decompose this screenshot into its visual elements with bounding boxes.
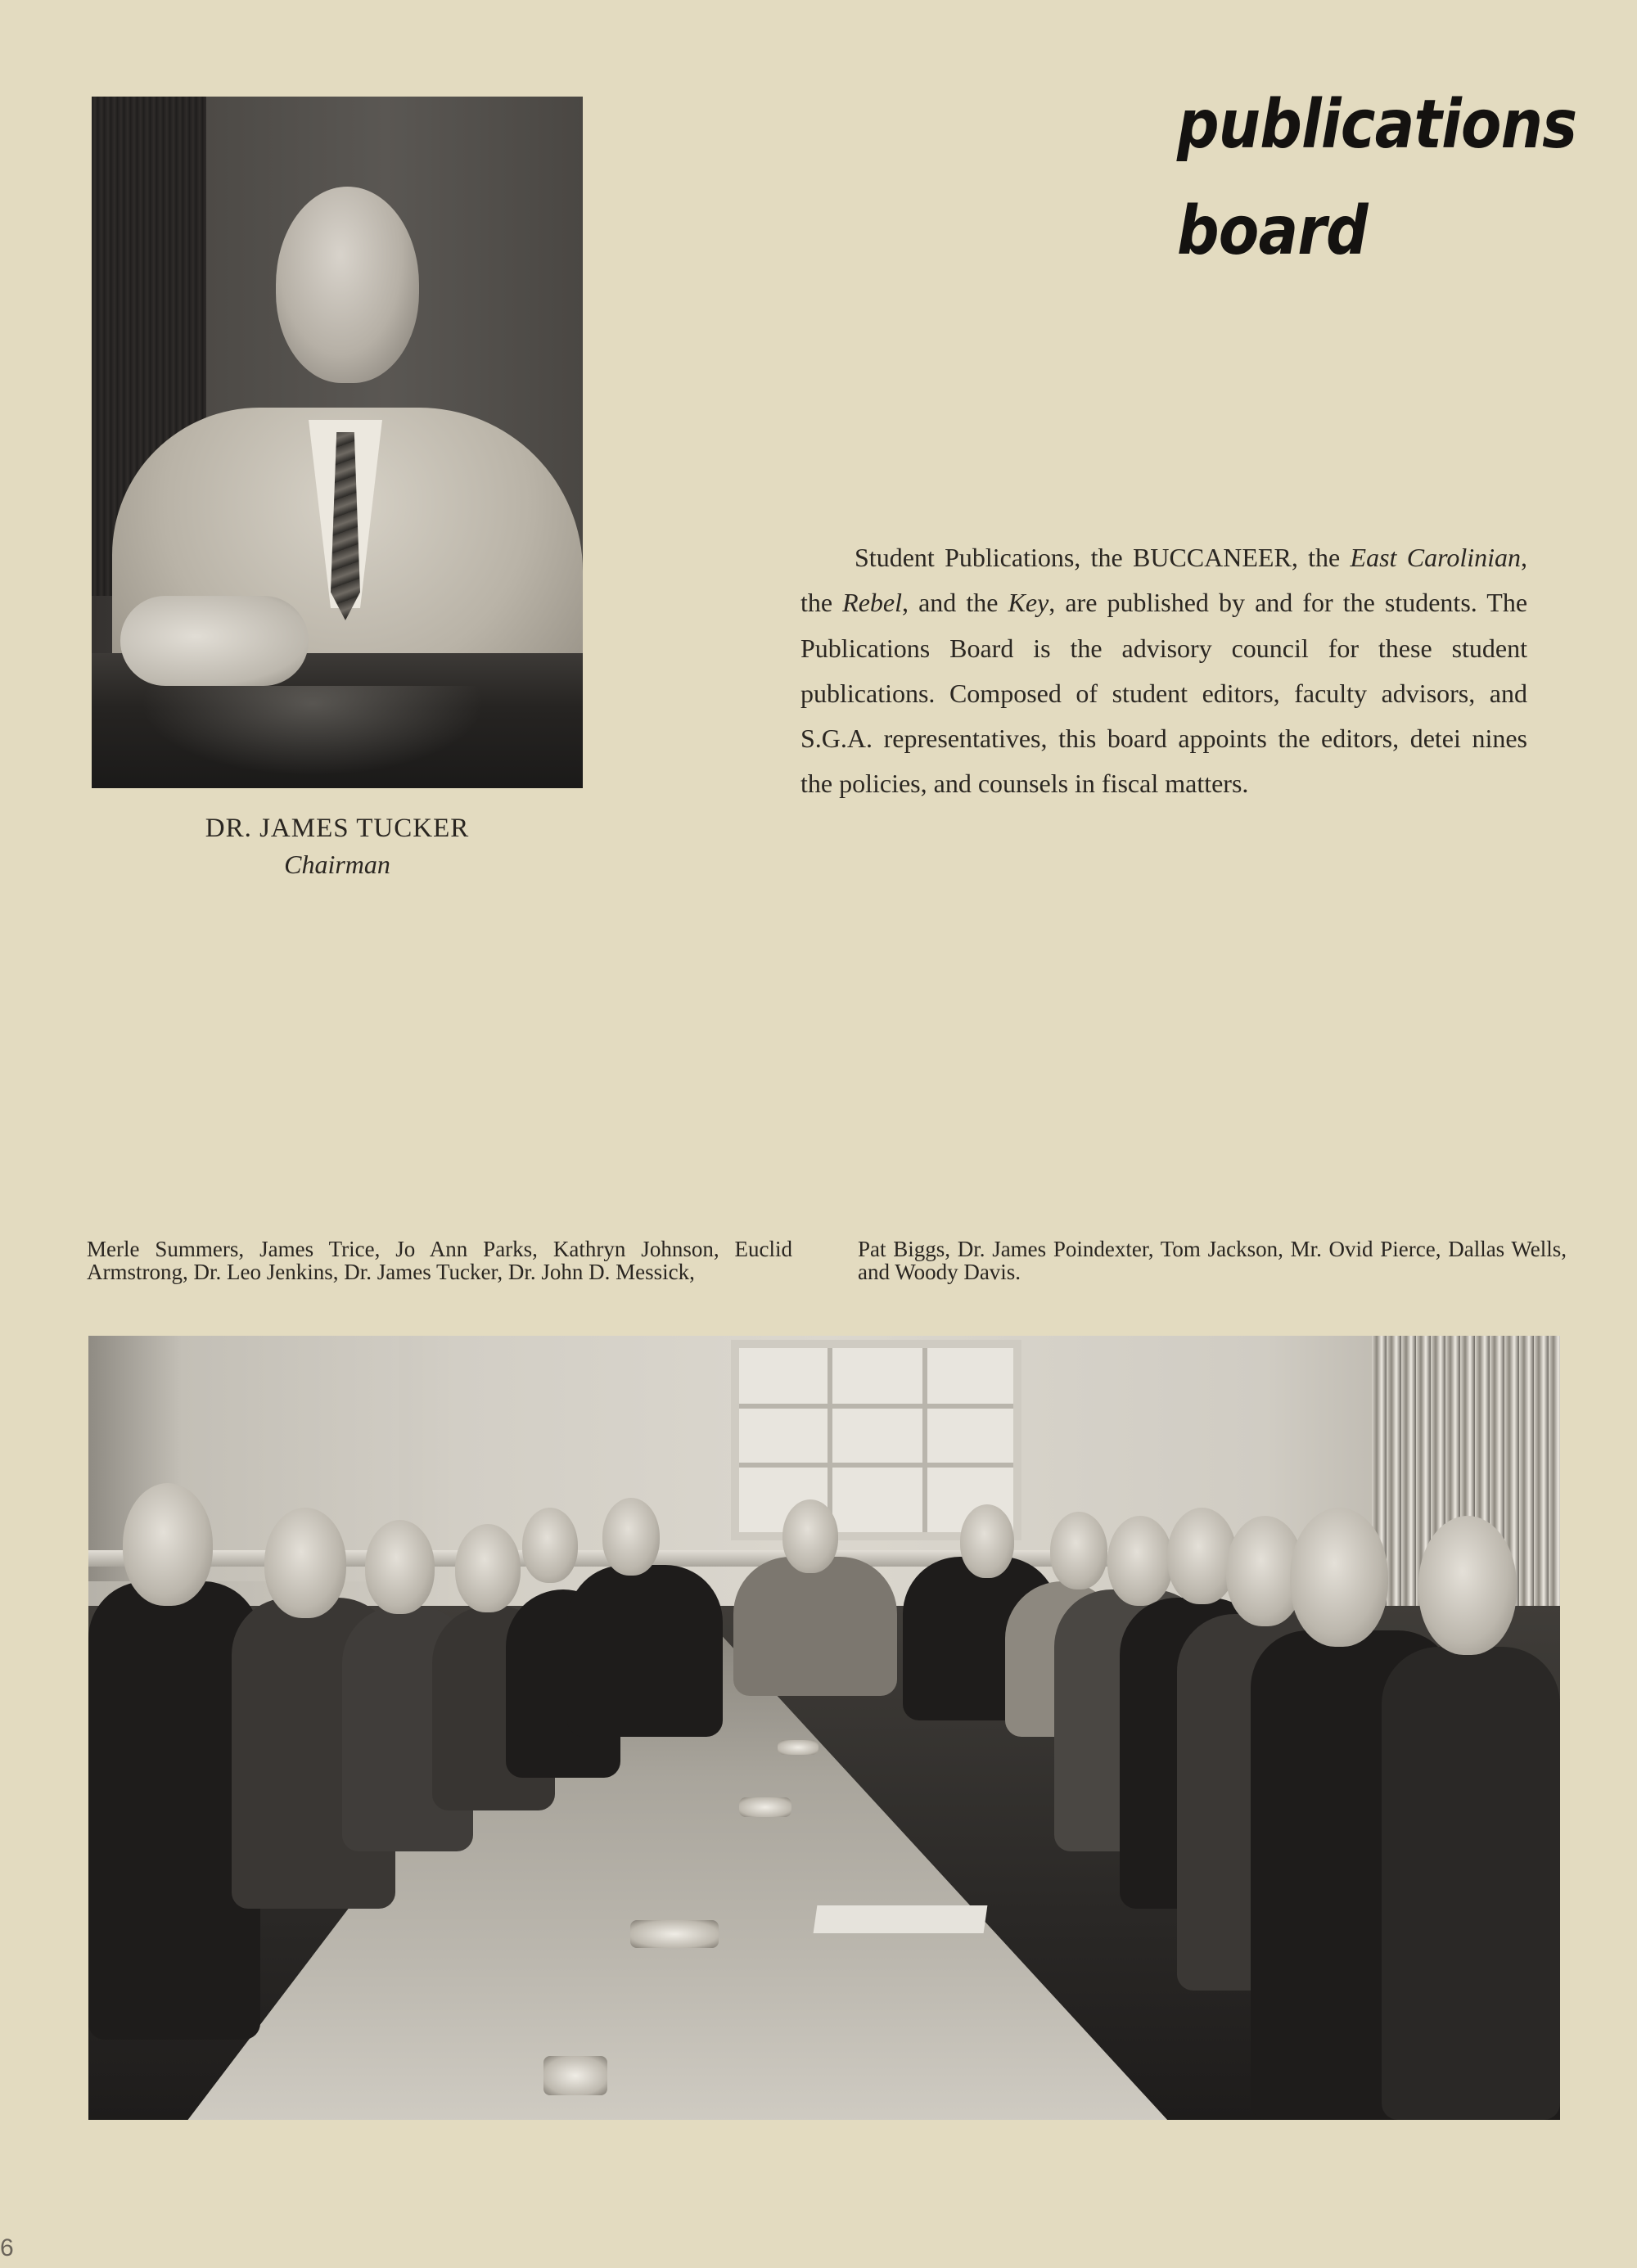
publication-rebel: Rebel	[842, 588, 903, 618]
group-person-face	[1418, 1516, 1517, 1655]
group-photo-ashtray	[630, 1920, 719, 1948]
group-photo-paper	[814, 1905, 988, 1933]
body-text-part-2: , the	[800, 543, 1528, 618]
portrait-hands	[120, 596, 309, 686]
group-person-face	[1290, 1508, 1388, 1647]
portrait-name: DR. JAMES TUCKER	[205, 814, 470, 843]
group-person-face	[602, 1498, 660, 1576]
portrait-desk-reflection	[141, 686, 485, 776]
group-photo-ashtray	[778, 1740, 818, 1755]
group-person	[567, 1565, 723, 1737]
page-title-line-1: publications	[1177, 86, 1577, 164]
group-person-face	[1050, 1512, 1107, 1589]
page-title-line-2: board	[1177, 192, 1368, 270]
group-person-face	[1107, 1516, 1173, 1606]
window-muntin	[739, 1463, 1013, 1468]
group-person-face	[264, 1508, 346, 1618]
body-paragraph	[800, 535, 1527, 807]
portrait-head	[276, 187, 419, 383]
portrait-role: Chairman	[284, 850, 390, 879]
window-mullion	[828, 1348, 832, 1532]
publication-key: Key	[1008, 588, 1049, 618]
group-person-face	[123, 1483, 213, 1606]
group-person-face	[782, 1499, 838, 1573]
group-photo	[88, 1336, 1560, 2120]
page-number: 6	[0, 2234, 14, 2261]
group-caption-left: Merle Summers, James Trice, Jo Ann Parks, Kathryn Johnson, Euclid Armstrong, Dr. Leo Jenkins, Dr. James Tucker, Dr. John D. Messick,	[87, 1237, 792, 1284]
publication-east-carolinian: East Carolinian	[1350, 543, 1522, 572]
group-person-face	[365, 1520, 435, 1614]
group-caption-right: Pat Biggs, Dr. James Poindexter, Tom Jackson, Mr. Ovid Pierce, Dallas Wells, and Woody Davis.	[858, 1237, 1567, 1284]
group-person-face	[1167, 1508, 1237, 1604]
group-person-face	[455, 1524, 521, 1612]
window-mullion	[922, 1348, 927, 1532]
group-photo-ashtray	[739, 1797, 791, 1817]
group-person	[1382, 1647, 1560, 2120]
portrait-photo	[92, 97, 583, 788]
group-person-face	[960, 1504, 1014, 1578]
body-text-part-4: , are published by and for the students. The Publications Board is the advisory council for these student publications. Composed of student editors, faculty advisors, and S.G.A. representatives, this board appoints the editors, detei nines the policies, and counsels in fiscal matters.	[800, 588, 1528, 799]
group-photo-ashtray	[543, 2056, 607, 2095]
group-person-face	[522, 1508, 578, 1583]
body-text-part-1: Student Publications, the BUCCANEER, the	[855, 543, 1351, 572]
window-muntin	[739, 1404, 1013, 1409]
page-title	[1177, 72, 1577, 285]
group-person-chairman	[733, 1557, 897, 1696]
body-text-part-3: , and the	[902, 588, 1008, 618]
